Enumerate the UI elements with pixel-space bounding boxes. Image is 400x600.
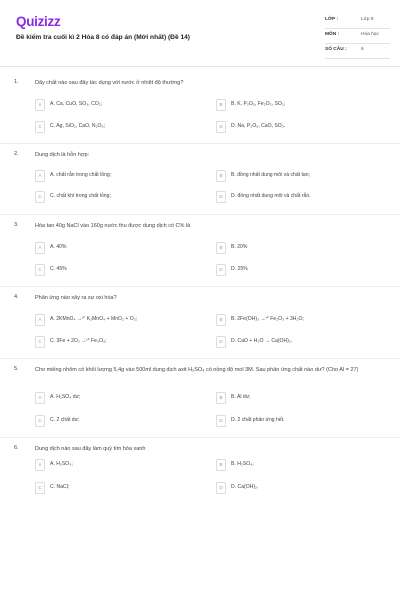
option-a[interactable] (35, 314, 215, 326)
question-number: 3. (14, 222, 19, 228)
option-d[interactable] (216, 121, 396, 133)
option-text: C. chất khí trong chất lỏng; (50, 193, 111, 199)
option-letter: D (216, 415, 226, 427)
meta-row-count (325, 44, 390, 59)
question-6 (0, 438, 400, 510)
option-letter: D (216, 121, 226, 133)
option-c[interactable] (35, 482, 215, 494)
option-text: B. Al dư; (231, 394, 251, 400)
question-text: Phản ứng nào xảy ra sự oxi hóa? (35, 295, 117, 301)
option-a[interactable] (35, 170, 215, 182)
option-text: D. Ca(OH)₂. (231, 484, 259, 490)
option-letter: A (35, 170, 45, 182)
question-number: 6. (14, 445, 19, 451)
option-letter: B (216, 314, 226, 326)
meta-value: Lớp 8 (361, 17, 374, 22)
worksheet-meta (325, 14, 390, 59)
option-text: C. 2 chất dư; (50, 417, 80, 423)
option-letter: C (35, 264, 45, 276)
option-c[interactable] (35, 415, 215, 427)
option-letter: A (35, 392, 45, 404)
option-letter: C (35, 121, 45, 133)
question-1 (0, 72, 400, 144)
option-text: B. 20% (231, 244, 248, 250)
option-letter: C (35, 415, 45, 427)
option-letter: A (35, 314, 45, 326)
option-text: C. NaCl; (50, 484, 70, 490)
option-text: C. Ag, SiO₂, CaO, N₂O₅; (50, 123, 105, 129)
option-text: D. CaO + H₂O → Ca(OH)₂. (231, 338, 293, 344)
option-b[interactable] (216, 170, 396, 182)
option-letter: B (216, 459, 226, 471)
meta-value: Hóa học (361, 32, 379, 37)
option-letter: A (35, 459, 45, 471)
option-letter: D (216, 482, 226, 494)
option-b[interactable] (216, 314, 396, 326)
question-number: 1. (14, 79, 19, 85)
question-text: Dãy chất nào sau đây tác dụng với nước ở nhiệt độ thường? (35, 80, 184, 86)
option-c[interactable] (35, 336, 215, 348)
option-c[interactable] (35, 191, 215, 203)
question-text: Cho miếng nhôm có khối lượng 5,4g vào 500ml dung dịch axit H₂SO₄ có nồng độ mol 3M. Sau phản ứng chất nào dư? (Cho Al = 27) (35, 367, 359, 373)
option-text: A. H₂SO₃; (50, 461, 73, 467)
option-text: A. 40% (50, 244, 67, 250)
question-number: 4. (14, 294, 19, 300)
question-text: Hòa tan 40g NaCl vào 160g nước thu được dung dịch có C% là (35, 223, 191, 229)
option-letter: B (216, 392, 226, 404)
option-letter: C (35, 336, 45, 348)
option-a[interactable] (35, 392, 215, 404)
option-a[interactable] (35, 99, 215, 111)
question-text: Dung dịch là hỗn hợp: (35, 152, 90, 158)
option-text: B. K, P₂O₅, Fe₂O₃, SO₂; (231, 101, 286, 107)
option-b[interactable] (216, 242, 396, 254)
option-letter: D (216, 191, 226, 203)
question-number: 2. (14, 151, 19, 157)
option-letter: A (35, 99, 45, 111)
question-5 (0, 359, 400, 438)
header-divider (0, 66, 400, 67)
worksheet-header (0, 0, 400, 66)
question-number: 5. (14, 366, 19, 372)
option-b[interactable] (216, 459, 396, 471)
option-d[interactable] (216, 415, 396, 427)
meta-value: 6 (361, 47, 364, 52)
option-text: A. 2KMnO₄ →ᵗ° K₂MnO₄ + MnO₂ + O₂; (50, 316, 138, 322)
question-3 (0, 215, 400, 287)
option-text: A. chất rắn trong chất lỏng; (50, 172, 112, 178)
meta-row-subject (325, 29, 390, 44)
question-4 (0, 287, 400, 359)
option-d[interactable] (216, 336, 396, 348)
worksheet-title: Đề kiểm tra cuối kì 2 Hóa 8 có đáp án (Mới nhất) (Đề 14) (16, 34, 190, 41)
option-b[interactable] (216, 99, 396, 111)
meta-key: MÔN : (325, 32, 340, 37)
question-2 (0, 144, 400, 215)
meta-key: LỚP : (325, 17, 339, 22)
option-letter: A (35, 242, 45, 254)
option-letter: B (216, 242, 226, 254)
option-text: D. đồng nhất dung môi và chất rắn. (231, 193, 311, 199)
option-text: A. H₂SO₄ dư; (50, 394, 81, 400)
option-letter: D (216, 336, 226, 348)
option-b[interactable] (216, 392, 396, 404)
option-d[interactable] (216, 264, 396, 276)
option-c[interactable] (35, 121, 215, 133)
option-text: B. H₂SO₄; (231, 461, 254, 467)
quizizz-logo: Quizizz (16, 14, 61, 29)
option-d[interactable] (216, 191, 396, 203)
option-text: C. 45% (50, 266, 67, 272)
option-a[interactable] (35, 242, 215, 254)
meta-row-class (325, 14, 390, 29)
option-letter: B (216, 170, 226, 182)
option-text: D. Na, P₂O₅, CaO, SO₃. (231, 123, 286, 129)
option-letter: D (216, 264, 226, 276)
option-text: B. đồng nhất dung môi và chất tan; (231, 172, 311, 178)
option-text: A. Ca, CuO, SO₃, CO₂; (50, 101, 103, 107)
option-d[interactable] (216, 482, 396, 494)
option-a[interactable] (35, 459, 215, 471)
option-text: C. 3Fe + 2O₂ →ᵗ° Fe₃O₄; (50, 338, 107, 344)
option-text: D. 25% (231, 266, 248, 272)
question-text: Dung dịch nào sau đây làm quỳ tím hóa xanh (35, 446, 146, 452)
option-c[interactable] (35, 264, 215, 276)
option-letter: B (216, 99, 226, 111)
option-letter: C (35, 191, 45, 203)
option-text: D. 2 chất phản ứng hết. (231, 417, 285, 423)
meta-key: SỐ CÂU : (325, 47, 347, 52)
option-text: B. 2Fe(OH)₃ →ᵗ° Fe₂O₃ + 3H₂O; (231, 316, 304, 322)
option-letter: C (35, 482, 45, 494)
